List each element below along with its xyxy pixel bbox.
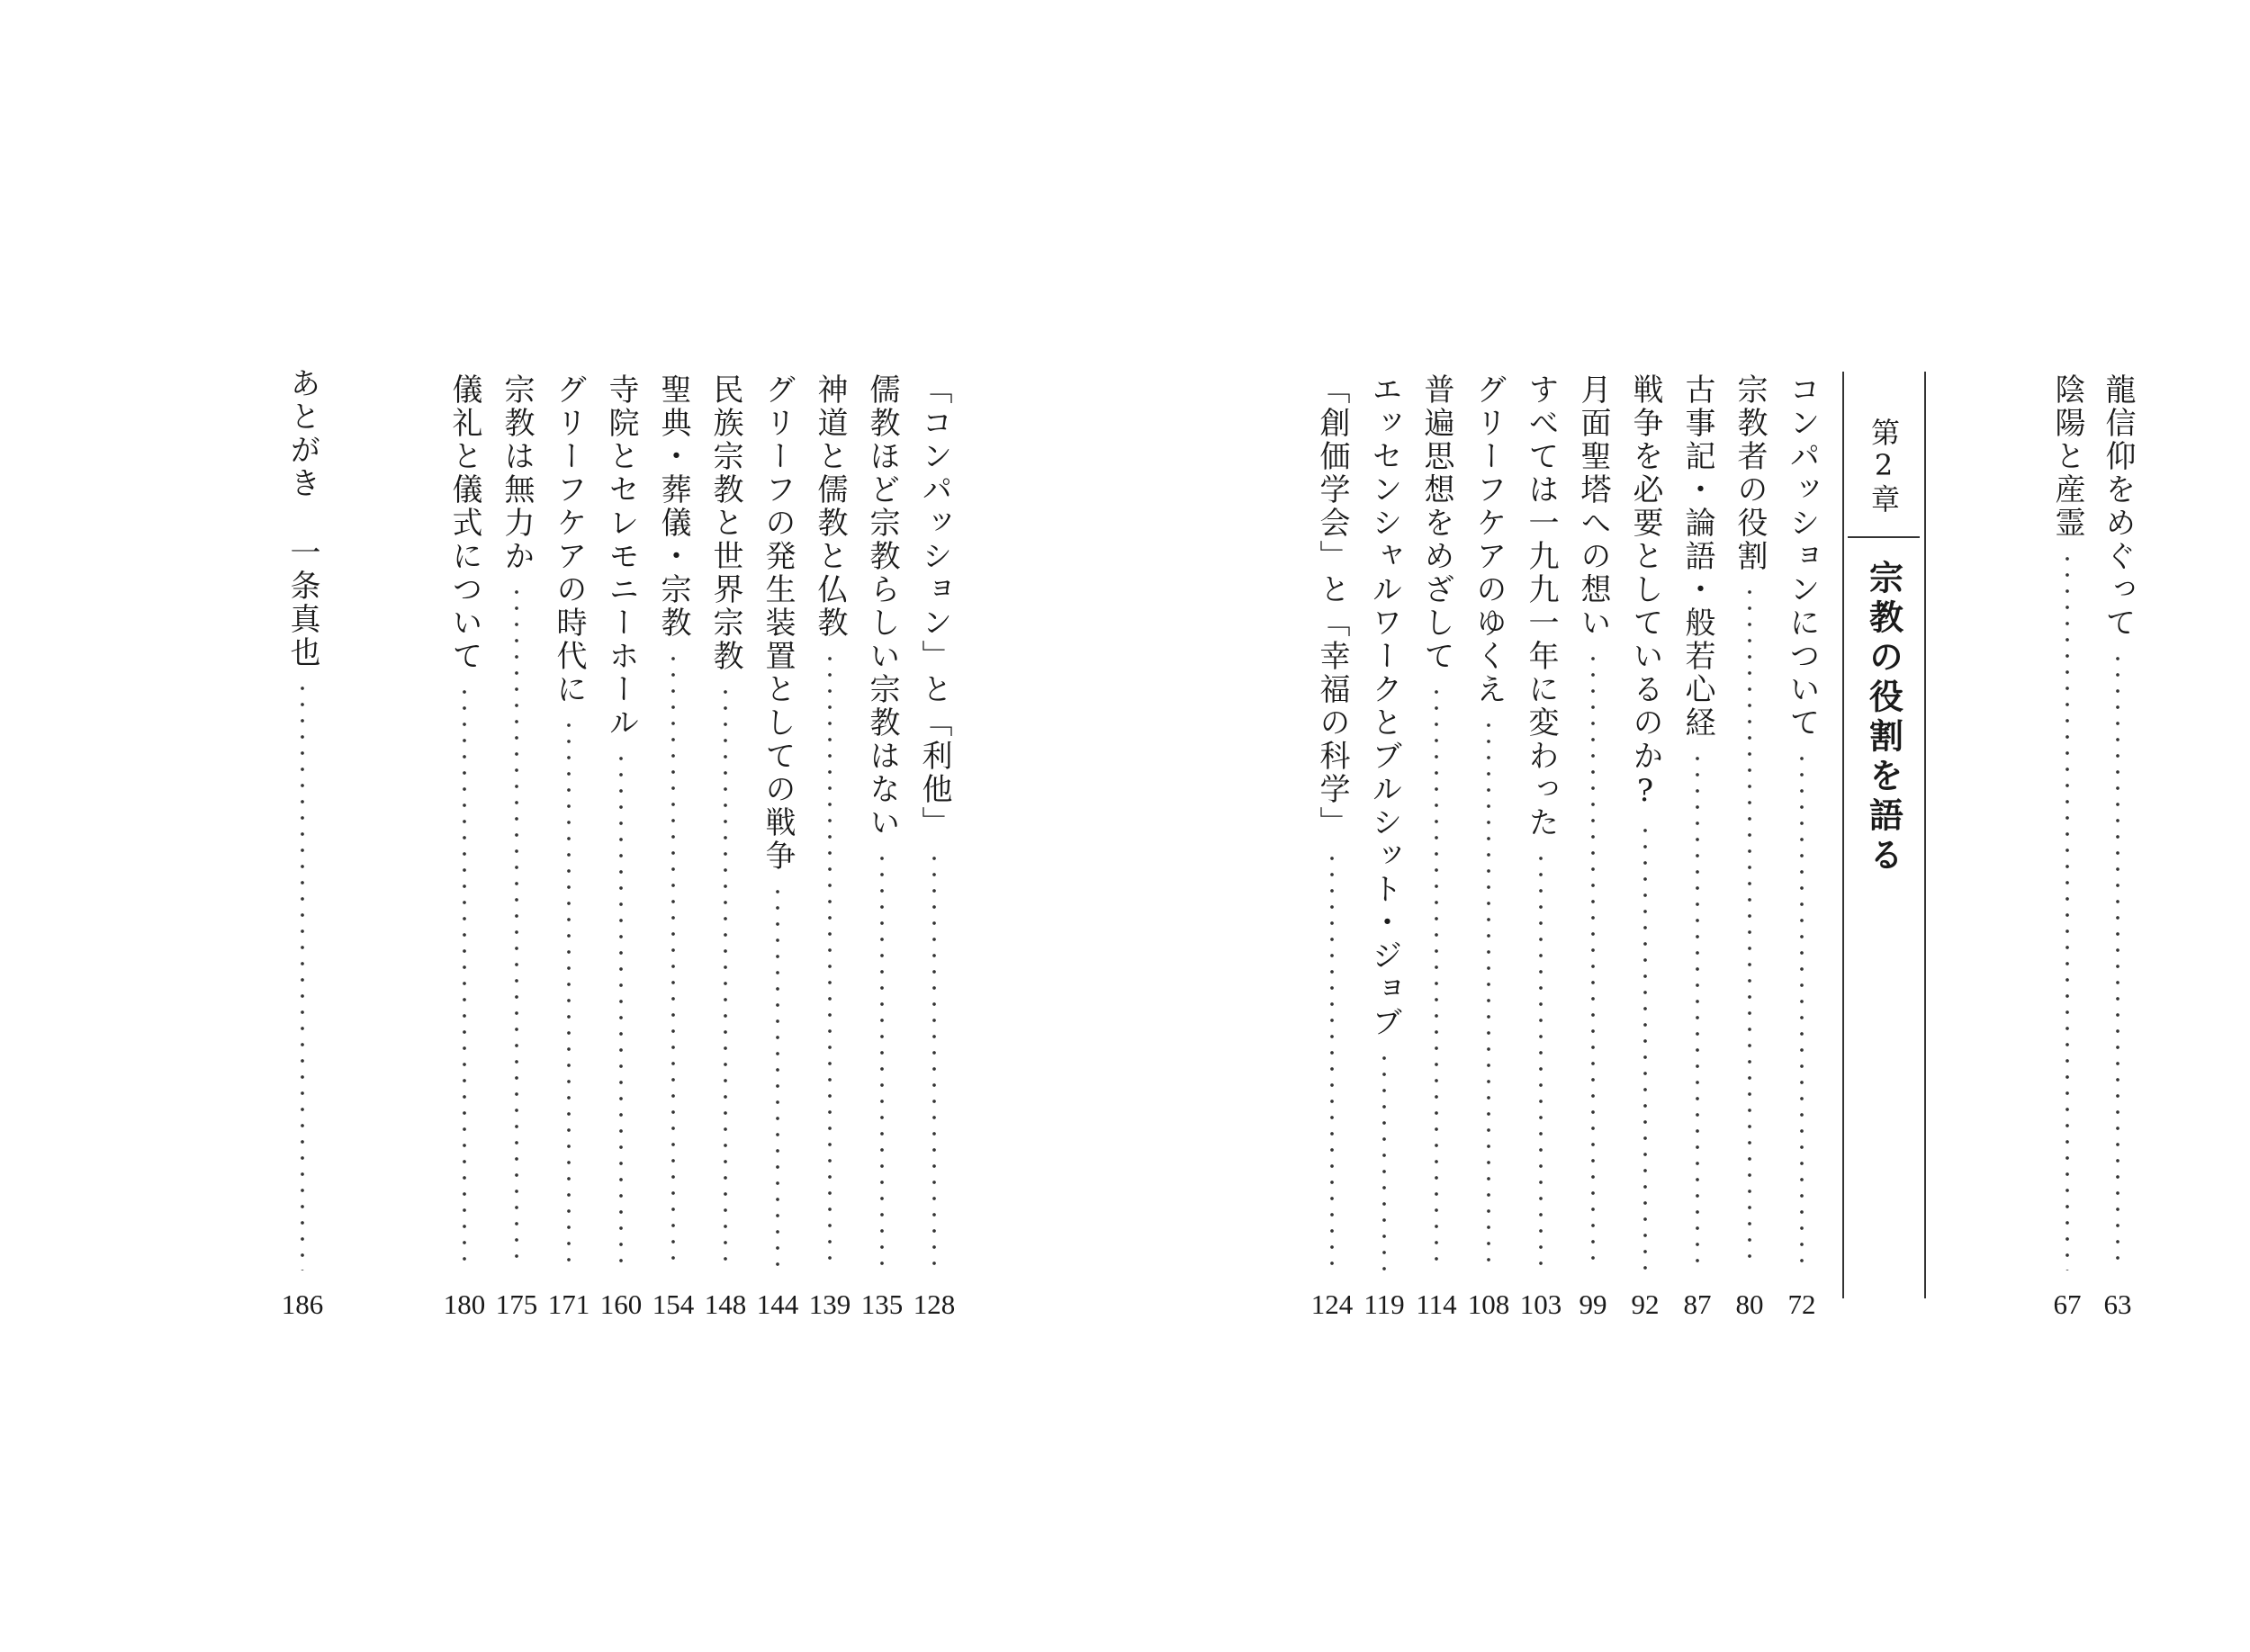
- toc-entry-title: エッセンシャルワークとブルシット・ジョブ: [1366, 373, 1402, 1039]
- toc-entry-page: 128: [913, 1288, 956, 1320]
- toc-entry-l7[interactable]: [596, 373, 646, 1323]
- dot-leader: [1329, 850, 1335, 1270]
- toc-entry-c3[interactable]: [1672, 373, 1723, 1323]
- right-page: [1125, 0, 2250, 1652]
- toc-entry-page: 154: [652, 1288, 695, 1320]
- toc-entry-r1[interactable]: [2092, 373, 2143, 1323]
- dot-leader: [879, 850, 885, 1270]
- toc-entry-title: 儒教ほど宗教らしい宗教はない: [864, 373, 900, 839]
- afterword-page: 186: [281, 1288, 324, 1320]
- dot-leader: [1695, 750, 1700, 1270]
- toc-entry-title: コンパッションについて: [1784, 373, 1820, 740]
- toc-entry-page: 139: [808, 1288, 851, 1320]
- toc-entry-l9[interactable]: [491, 373, 542, 1323]
- dot-leader: [2065, 551, 2070, 1270]
- toc-entry-l2[interactable]: [857, 373, 907, 1323]
- toc-entry-l8[interactable]: [544, 373, 594, 1323]
- toc-entry-title: 宗教は無力か: [499, 373, 535, 573]
- toc-entry-title: グリーフケアの時代に: [551, 373, 587, 706]
- toc-entry-title: 宗教者の役割: [1732, 373, 1768, 573]
- toc-entry-page: 175: [495, 1288, 538, 1320]
- chapter-number: 第2章: [1867, 417, 1901, 515]
- toc-entry-l5[interactable]: [700, 373, 751, 1323]
- toc-entry-c9[interactable]: [1359, 373, 1409, 1323]
- toc-entry-page: 119: [1364, 1288, 1405, 1320]
- toc-entry-page: 144: [756, 1288, 799, 1320]
- dot-leader: [1382, 1050, 1387, 1270]
- toc-entry-page: 80: [1735, 1288, 1764, 1320]
- dot-leader: [1590, 651, 1596, 1270]
- dot-leader: [514, 584, 519, 1270]
- toc-entry-c4[interactable]: [1620, 373, 1670, 1323]
- toc-entry-l6[interactable]: [648, 373, 698, 1323]
- dot-leader: [1486, 717, 1491, 1270]
- toc-entry-l4[interactable]: [752, 373, 803, 1323]
- toc-entry-l3[interactable]: [805, 373, 855, 1323]
- dot-leader: [2115, 651, 2120, 1270]
- toc-entry-title: すべては一九九一年に変わった: [1523, 373, 1559, 839]
- toc-entry-c6[interactable]: [1516, 373, 1566, 1323]
- toc-entry-page: 148: [704, 1288, 747, 1320]
- toc-entry-c1[interactable]: [1777, 373, 1827, 1323]
- toc-entry-page: 87: [1683, 1288, 1712, 1320]
- dot-leader: [827, 651, 832, 1270]
- toc-entry-title: グリーフケアのゆくえ: [1471, 373, 1507, 706]
- dot-leader: [723, 684, 728, 1270]
- toc-entry-title: 「コンパッション」と「利他」: [916, 373, 952, 839]
- toc-entry-page: 171: [547, 1288, 590, 1320]
- toc-entry-title: 古事記・論語・般若心経: [1679, 373, 1715, 740]
- dot-leader: [1642, 822, 1648, 1270]
- toc-entry-c8[interactable]: [1411, 373, 1462, 1323]
- toc-entry-page: 92: [1631, 1288, 1660, 1320]
- toc-entry-title: 戦争を必要としているのか?: [1627, 373, 1663, 812]
- chapter-heading: [1845, 374, 1922, 1298]
- toc-entry-page: 160: [599, 1288, 643, 1320]
- toc-entry-page: 135: [860, 1288, 904, 1320]
- dot-leader: [618, 750, 624, 1270]
- toc-entry-l1[interactable]: [909, 373, 959, 1323]
- dot-leader: [670, 651, 676, 1270]
- dot-leader: [775, 884, 780, 1270]
- toc-entry-page: 124: [1310, 1288, 1354, 1320]
- chapter-rule-right: [1924, 372, 1926, 1298]
- dot-leader: [1747, 584, 1752, 1270]
- toc-entry-page: 72: [1787, 1288, 1816, 1320]
- toc-entry-title: 寺院とセレモニーホール: [603, 373, 639, 740]
- toc-entry-c5[interactable]: [1568, 373, 1618, 1323]
- toc-entry-c2[interactable]: [1724, 373, 1775, 1323]
- toc-entry-page: 63: [2103, 1288, 2132, 1320]
- toc-entry-page: 114: [1416, 1288, 1457, 1320]
- dot-leader: [566, 717, 572, 1270]
- toc-entry-l10[interactable]: [439, 373, 490, 1323]
- toc-entry-title: 聖典・葬儀・宗教: [655, 373, 691, 640]
- afterword-author: 一条真也: [284, 536, 320, 669]
- toc-entry-c10[interactable]: [1307, 373, 1357, 1323]
- toc-entry-title: 月面聖塔への想い: [1575, 373, 1611, 640]
- dot-leader: [462, 684, 467, 1270]
- toc-entry-page: 108: [1467, 1288, 1510, 1320]
- toc-entry-title: 普遍思想をめざして: [1418, 373, 1454, 673]
- toc-entry-title: 龍信仰をめぐって: [2100, 373, 2136, 640]
- dot-leader: [1799, 750, 1804, 1270]
- dot-leader: [300, 680, 305, 1270]
- toc-entry-c7[interactable]: [1463, 373, 1514, 1323]
- toc-entry-title: 「創価学会」と「幸福の科学」: [1314, 373, 1350, 839]
- dot-leader: [932, 850, 937, 1270]
- toc-entry-page: 67: [2053, 1288, 2082, 1320]
- toc-entry-page: 99: [1579, 1288, 1607, 1320]
- toc-entry-title: 神道と儒教と仏教: [812, 373, 848, 640]
- toc-entry-page: 180: [443, 1288, 486, 1320]
- toc-entry-title: 儀礼と儀式について: [446, 373, 482, 673]
- toc-entry-r2[interactable]: [2042, 373, 2092, 1323]
- afterword-title: あとがき: [284, 367, 320, 500]
- toc-entry-title: 陰陽と産霊: [2049, 373, 2085, 540]
- toc-entry-title: グリーフの発生装置としての戦争: [760, 373, 796, 873]
- toc-entry-page: 103: [1519, 1288, 1562, 1320]
- chapter-title: 宗教の役割を語る: [1863, 560, 1904, 876]
- toc-entry-title: 民族宗教と世界宗教: [707, 373, 743, 673]
- chapter-rule-left: [1842, 372, 1844, 1298]
- afterword-entry[interactable]: [275, 367, 329, 1323]
- dot-leader: [1538, 850, 1544, 1270]
- dot-leader: [1434, 684, 1439, 1270]
- chapter-divider: [1848, 536, 1920, 538]
